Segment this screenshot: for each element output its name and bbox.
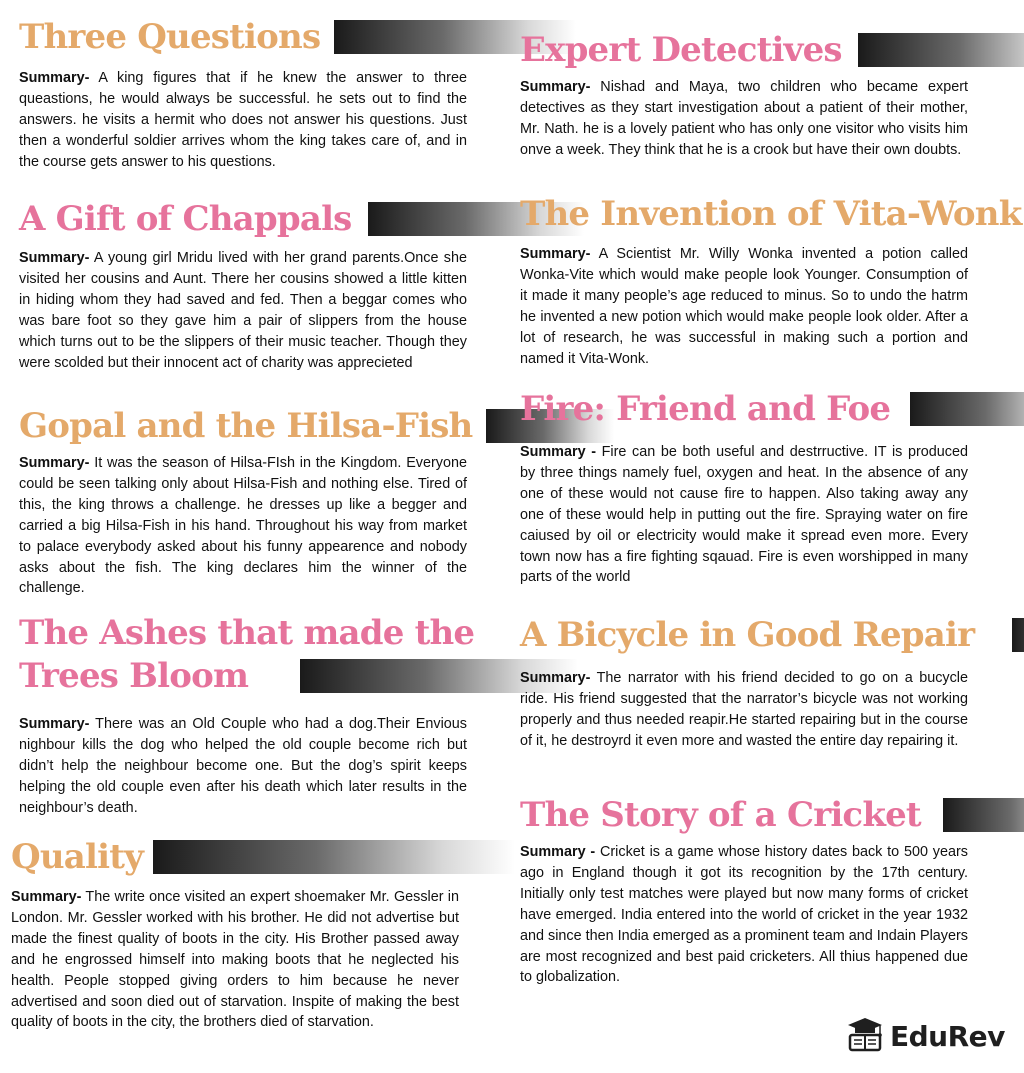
story-fire-friend-foe <box>520 388 968 588</box>
story-summary <box>520 77 968 161</box>
story-title: Gopal and the Hilsa-Fish <box>19 406 473 446</box>
story-title-line: The Ashes that made the <box>19 613 475 653</box>
title-bar <box>1012 618 1024 652</box>
story-title: Fire: Friend and Foe <box>520 389 891 429</box>
summary-label: Summary- <box>520 670 591 686</box>
story-title: A Gift of Chappals <box>19 199 352 239</box>
story-three-questions <box>19 16 467 173</box>
story-summary <box>520 442 968 588</box>
summary-text: The narrator with his friend decided to go on a bucycle ride. His friend suggested that the narrator’s bicycle was not working properly and thus needed reapir.He started repairing but in the course of it, he destroyrd it even more and wasted the entire day repairing it. <box>520 670 968 749</box>
story-summary <box>19 248 467 373</box>
edurev-logo <box>846 1016 1005 1057</box>
story-title: The Story of a Cricket <box>520 795 921 835</box>
story-summary <box>520 244 968 369</box>
summary-label: Summary- <box>520 79 591 95</box>
story-title: Expert Detectives <box>520 30 842 70</box>
story-cricket <box>520 794 968 988</box>
story-title: Quality <box>11 837 144 877</box>
summary-text: The write once visited an expert shoemaker Mr. Gessler in London. Mr. Gessler worked with his brother. He did not advertise but made the finest quality of boots in the city. His Brother passed away and he engrossed himself into making boots that he neglected his health. People stopped giving orders to him because he never advertised and soon died out of starvation. Inspite of making the best quality of boots in the city, the brothers died of starvation. <box>11 889 459 1031</box>
summary-label: Summary- <box>19 716 90 732</box>
story-title: The Invention of Vita-Wonk <box>520 194 1022 234</box>
summary-text: A young girl Mridu lived with her grand parents.Once she visited her cousins and Aunt. There her cousins showed a little kitten in hiding whom they had saved and fed. Then a beggar comes who was bare foot so they gave him a pair of slippers from the house which turns out to be the slippers of their music teacher. Though they were scolded but their innocent act of charity was apprecieted <box>19 250 467 371</box>
summary-text: Nishad and Maya, two children who became expert detectives as they start investigation about a patient of their mother, Mr. Nath. he is a lovely patient who has only one visitor who visits him onve a week. They think that he is a crook but have their own doubts. <box>520 79 968 158</box>
summary-label: Summary- <box>19 455 90 471</box>
story-summary <box>11 887 459 1033</box>
summary-label: Summary - <box>520 444 597 460</box>
summary-text: A Scientist Mr. Willy Wonka invented a potion called Wonka-Vite which would make people look Younger. Consumption of it made it many people’s age reduced to minus. So to undo the hatrm he invented a new potion which would make people look older. After a lot of research, he was successful in making such a portion and named it Vita-Wonk. <box>520 246 968 367</box>
story-gift-of-chappals <box>19 198 467 373</box>
summary-text: Fire can be both useful and destrructive. IT is produced by three things namely fuel, oxygen and heat. In the absence of any one of these would not cause fire to happen. Also taking away any one of these would help in putting out the fire. Spraying water on fire caiused by oil or electricity would make it spread even more. Every town now has a fire fighting sqauad. Fire is even worshipped in many parts of the world <box>520 444 968 586</box>
story-expert-detectives <box>520 29 968 161</box>
graduation-cap-book-icon <box>846 1016 884 1057</box>
story-vita-wonk <box>520 193 1022 369</box>
logo-text: EduRev <box>890 1020 1005 1053</box>
story-summary <box>520 668 968 752</box>
summary-text: It was the season of Hilsa-FIsh in the Kingdom. Everyone could be seen talking only about Hilsa-Fish and nothing else. Tired of this, the king throws a challenge. he dresses up like a begger and carried a big Hilsa-Fish in his hand. Throughout his way from market to palace everybody asked about his funny appearence and nobody asks about the fish. The king declares him the winner of the challenge. <box>19 455 467 597</box>
story-summary <box>19 714 467 819</box>
summary-label: Summary- <box>19 70 90 86</box>
title-bar <box>910 392 1024 426</box>
title-bar <box>153 840 515 874</box>
story-summary <box>19 68 467 173</box>
story-title: A Bicycle in Good Repair <box>520 615 975 655</box>
story-summary <box>19 453 467 599</box>
story-bicycle-good-repair <box>520 614 975 752</box>
summary-label: Summary- <box>520 246 591 262</box>
story-quality <box>11 836 459 1033</box>
story-ashes-trees-bloom <box>19 612 475 819</box>
summary-label: Summary- <box>19 250 90 266</box>
summary-label: Summary - <box>520 844 596 860</box>
summary-text: There was an Old Couple who had a dog.Their Envious nighbour kills the dog who helped the old couple become rich but didn’t help the neighbour become one. But the dog’s spirit keeps helping the old couple even after his death which later results in the neighbour’s death. <box>19 716 467 816</box>
summary-label: Summary- <box>11 889 82 905</box>
title-bar <box>943 798 1024 832</box>
story-title-line: Trees Bloom <box>19 656 249 696</box>
story-summary <box>520 842 968 988</box>
story-gopal-hilsa-fish <box>19 405 473 599</box>
summary-text: A king figures that if he knew the answer to three queastions, he would always be successful. he sets out to find the answers. he visits a hermit who does not answer his questions. Just then a wonderful soldier arrives whom the king takes care of, and in the course gets answer to his questions. <box>19 70 467 170</box>
title-bar <box>858 33 1024 67</box>
story-title: Three Questions <box>19 17 321 57</box>
summary-text: Cricket is a game whose history dates back to 500 years ago in England though it got its recognition by the 17th century. Initially only test matches were played but now many forms of cricket have emerged. India entered into the world of cricket in the year 1932 and since then India emerged as a prominent team and Indain Players are most recognized and best paid cricketers. All thius happened due to globalization. <box>520 844 968 986</box>
